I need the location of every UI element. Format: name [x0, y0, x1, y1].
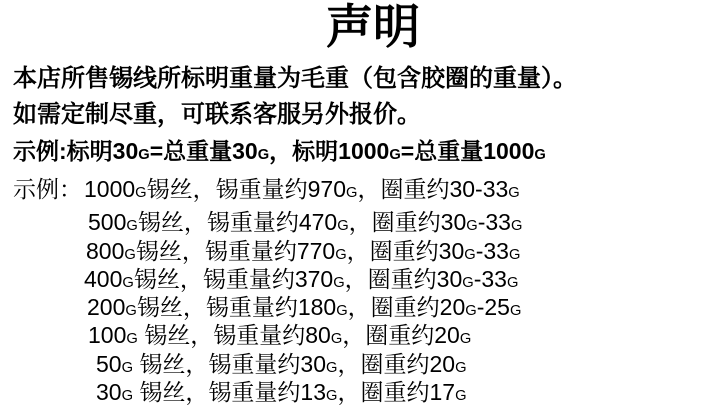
gram-unit: G: [534, 147, 546, 163]
example-item: [96, 352, 467, 377]
gram-unit: G: [326, 360, 338, 376]
example-summary-line: 示例:标明30G=总重量30G，标明1000G=总重量1000G: [13, 138, 546, 164]
gram-unit: G: [126, 331, 138, 347]
example-list-label: 示例：: [13, 176, 82, 202]
example-item-text: 400G锡丝，锡重量约370G，圈重约30G-33G: [84, 266, 519, 292]
gram-unit: G: [509, 303, 522, 319]
gram-unit: G: [459, 331, 472, 347]
gram-unit: G: [336, 303, 348, 319]
gram-unit: G: [389, 147, 401, 163]
notice-line-custom-quote: 如需定制尽重，可联系客服另外报价。: [13, 101, 421, 128]
gram-unit: G: [455, 360, 467, 376]
example-item-text: 100G 锡丝，锡重量约80G，圈重约20G: [88, 322, 472, 348]
notice-line-gross-weight: 本店所售锡线所标明重量为毛重（包含胶圈的重量）。: [13, 65, 577, 92]
example-item-text: 200G锡丝，锡重量约180G，圈重约20G-25G: [87, 294, 522, 320]
example-item-text: 500G锡丝，锡重量约470G，圈重约30G-33G: [88, 209, 523, 235]
example-item: [13, 177, 520, 202]
gram-unit: G: [124, 247, 136, 263]
example-item-text: 800G锡丝，锡重量约770G，圈重约30G-33G: [86, 238, 521, 264]
gram-unit: G: [330, 331, 343, 347]
gram-unit: G: [135, 185, 147, 201]
example-item: [88, 323, 471, 348]
example-item: [87, 295, 521, 320]
gram-unit: G: [333, 275, 345, 291]
gram-unit: G: [466, 218, 478, 234]
gram-unit: G: [510, 218, 523, 234]
example-item: [88, 210, 522, 235]
gram-unit: G: [506, 275, 519, 291]
gram-unit: G: [122, 275, 134, 291]
gram-unit: G: [138, 147, 150, 163]
example-item-text: 1000G锡丝，锡重量约970G，圈重约30-33G: [84, 176, 520, 202]
gram-unit: G: [508, 247, 521, 263]
gram-unit: G: [257, 147, 270, 163]
gram-unit: G: [326, 388, 338, 404]
gram-unit: G: [346, 185, 358, 201]
gram-unit: G: [121, 388, 134, 404]
gram-unit: G: [335, 247, 347, 263]
gram-unit: G: [455, 388, 467, 404]
gram-unit: G: [126, 218, 138, 234]
gram-unit: G: [508, 185, 520, 201]
gram-unit: G: [337, 218, 349, 234]
gram-unit: G: [464, 247, 476, 263]
gram-unit: G: [121, 360, 134, 376]
example-item: [84, 267, 518, 292]
page-title: 声明: [326, 0, 420, 53]
example-item: [86, 239, 520, 264]
example-item: [96, 380, 467, 405]
gram-unit: G: [465, 303, 477, 319]
example-item-text: 30G 锡丝，锡重量约13G，圈重约17G: [96, 379, 467, 405]
gram-unit: G: [125, 303, 137, 319]
gram-unit: G: [462, 275, 474, 291]
example-item-text: 50G 锡丝，锡重量约30G，圈重约20G: [96, 351, 467, 377]
